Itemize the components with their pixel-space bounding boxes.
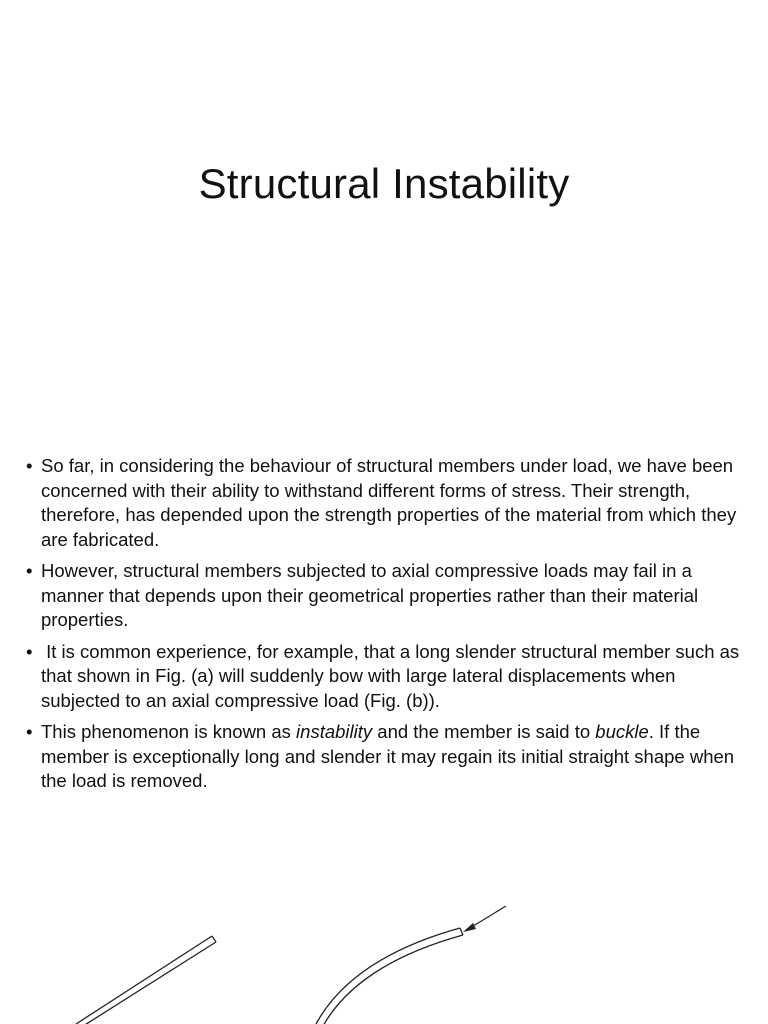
- bullet-marker: •: [26, 560, 33, 581]
- bullet-marker: •: [26, 640, 33, 662]
- bullet-text-segment: . If the member is exceptionally long and slender it may regain its initial straight shape when the load is removed.: [41, 721, 735, 791]
- bullet-marker: •: [26, 455, 33, 476]
- bullet-list: [25, 454, 745, 801]
- bullet-item: [25, 720, 745, 794]
- bullet-text: However, structural members subjected to axial compressive loads may fail in a manner that depends upon their geometrical properties rather than their material properties.: [41, 560, 699, 630]
- bullet-text-segment: This phenomenon is known as: [41, 721, 297, 742]
- straight-member-fig-a: [76, 936, 216, 1024]
- slide-title: Structural Instability: [198, 160, 570, 207]
- bullet-text: So far, in considering the behaviour of structural members under load, we have been concerned with their ability to withstand different forms of stress. Their strength, therefore, has depended upon the strength properties of the material from which they are fabricated.: [41, 455, 737, 550]
- buckling-figure: [0, 890, 768, 1024]
- bullet-item: [25, 559, 745, 633]
- instability-term: instability: [296, 721, 373, 742]
- axial-load-arrow: [463, 906, 506, 932]
- bullet-text: It is common experience, for example, that a long slender structural member such as that shown in Fig. (a) will suddenly bow with large lateral displacements when subjected to an axial compressive load (Fig. (b)).: [41, 640, 745, 711]
- bullet-item: [25, 640, 745, 714]
- buckle-term: buckle: [595, 721, 649, 742]
- buckled-member-fig-b: [316, 928, 463, 1024]
- bullet-item: [25, 454, 745, 552]
- bullet-text: [41, 721, 734, 791]
- bullet-marker: •: [26, 721, 33, 742]
- bullet-text-segment: and the member is said to: [372, 721, 596, 742]
